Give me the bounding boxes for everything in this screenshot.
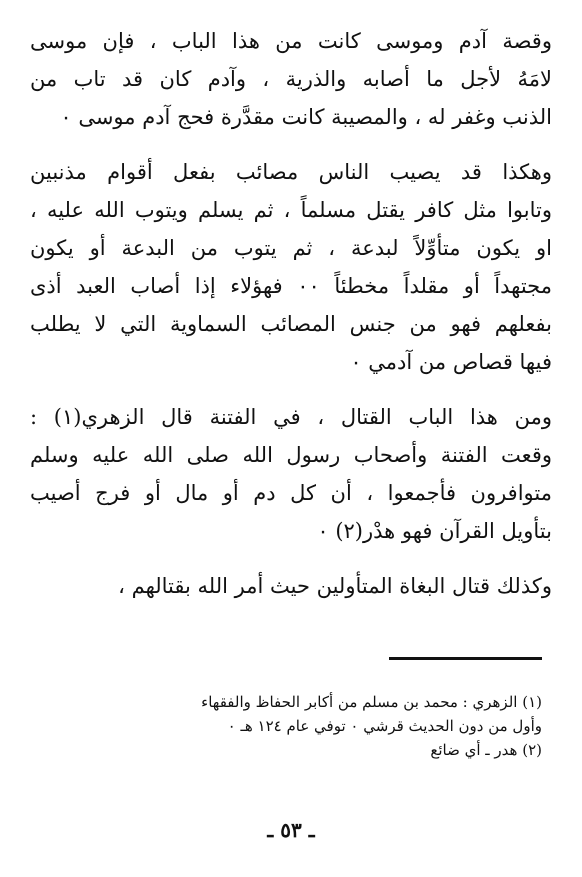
paragraph-fitna <box>30 398 552 550</box>
text-line: فيها قصاص من آدمي ٠ <box>350 350 552 374</box>
text-line: وقعت الفتنة وأصحاب رسول الله صلى الله عليه وسلم <box>30 443 552 467</box>
main-text <box>30 22 552 622</box>
text-line: وتابوا مثل كافر يقتل مسلماً ، ثم يسلم ويتوب الله عليه ، <box>30 198 552 222</box>
paragraph-calamities <box>30 153 552 381</box>
text-line: بفعلهم فهو من جنس المصائب السماوية التي لا يطلب <box>30 312 552 336</box>
text-line: وكذلك قتال البغاة المتأولين حيث أمر الله بقتالهم ، <box>118 574 552 598</box>
paragraph-adam-musa <box>30 22 552 136</box>
text-line: متوافرون فأجمعوا ، أن كل دم أو مال أو فرج أصيب <box>30 481 552 505</box>
paragraph-bughat <box>30 567 552 605</box>
footnote-line: (١) الزهري : محمد بن مسلم من أكابر الحفاظ والفقهاء <box>201 693 542 711</box>
footnote-line: (٢) هدر ـ أي ضائع <box>430 741 542 759</box>
footnote-line: وأول من دون الحديث قرشي ٠ توفي عام ١٢٤ هـ ٠ <box>227 717 542 735</box>
text-line: لامَهُ لأجل ما أصابه والذرية ، وآدم كان قد تاب من <box>30 67 552 91</box>
text-line: وهكذا قد يصيب الناس مصائب بفعل أقوام مذنبين <box>30 160 552 184</box>
text-line: او يكون متأوِّلاً لبدعة ، ثم يتوب من البدعة أو يكون <box>30 236 552 260</box>
text-line: الذنب وغفر له ، والمصيبة كانت مقدَّرة فحج آدم موسى ٠ <box>60 105 552 129</box>
text-line: بتأويل القرآن فهو هدْر(٢) ٠ <box>317 519 552 543</box>
page-number: ـ ٥٣ ـ <box>267 818 315 842</box>
footnotes <box>30 690 542 762</box>
text-line: وقصة آدم وموسى كانت من هذا الباب ، فإن موسى <box>30 29 552 53</box>
text-line: مجتهداً أو مقلداً مخطئاً ٠٠ فهؤلاء إذا أصاب العبد أذى <box>30 274 552 298</box>
footnote-divider <box>389 657 542 660</box>
text-line: ومن هذا الباب القتال ، في الفتنة قال الزهري(١) : <box>30 405 552 429</box>
